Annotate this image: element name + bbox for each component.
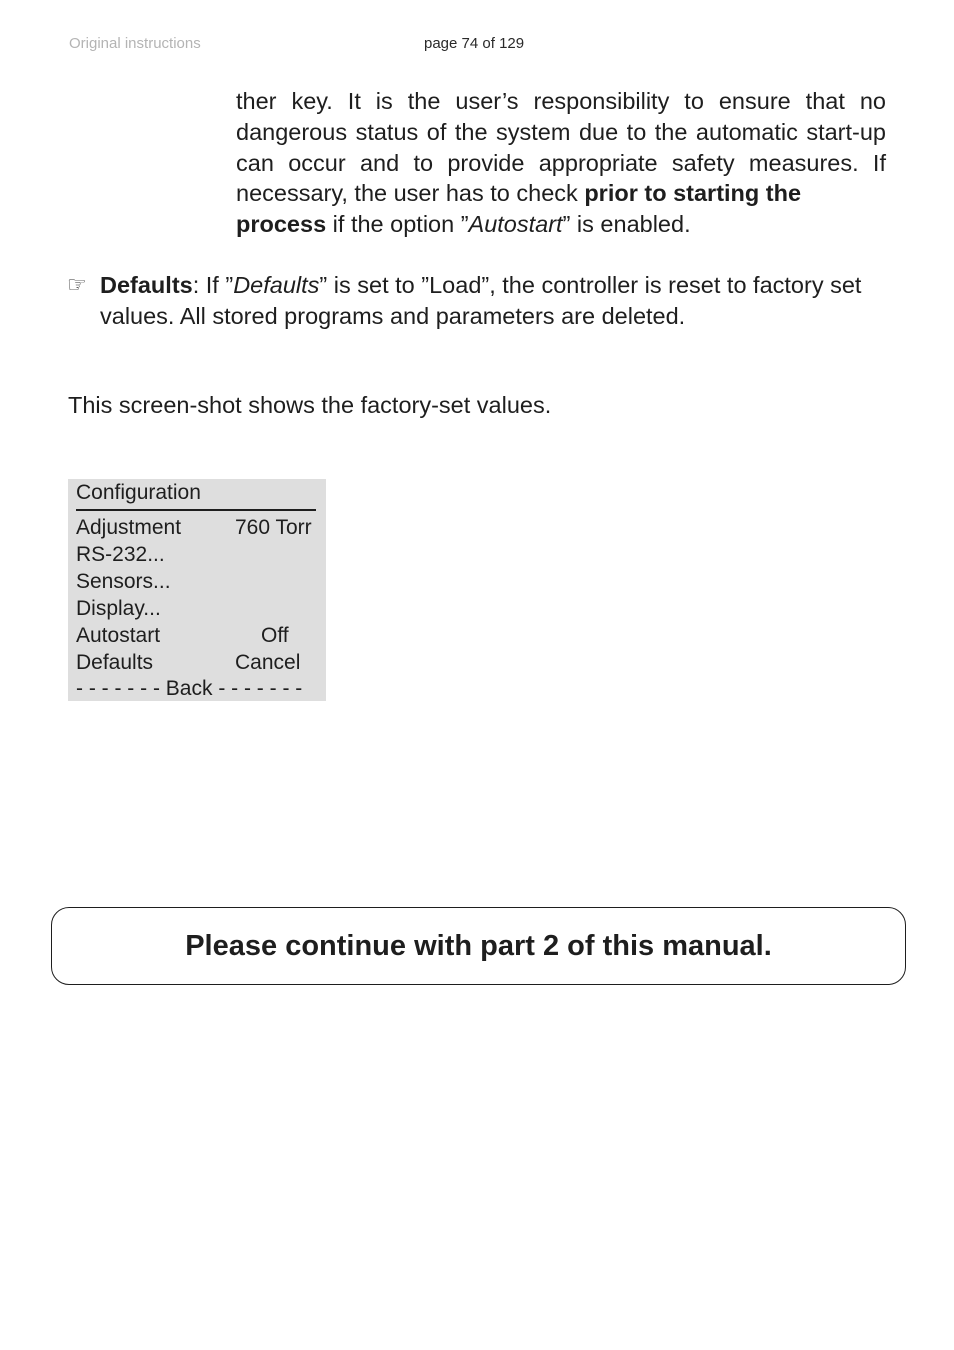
lcd-title: Configuration (76, 481, 201, 504)
para1-text-2: if the option ” (326, 211, 469, 238)
para1-italic: Autostart (468, 211, 563, 238)
continue-notice-box (51, 907, 906, 985)
para1-bold: prior to starting the (584, 180, 802, 207)
autostart-paragraph (236, 86, 886, 240)
lcd-row-defaults (76, 649, 318, 676)
continue-notice-text: Please continue with part 2 of this manual. (185, 929, 772, 962)
pointing-hand-icon: ☞ (67, 272, 87, 297)
screenshot-caption: This screen-shot shows the factory-set values. (68, 392, 552, 418)
para1-last-line (236, 209, 886, 240)
lcd-label: Display... (76, 597, 161, 620)
configuration-screen (68, 479, 326, 701)
lcd-value: 760 Torr (235, 516, 312, 539)
lcd-value: Cancel (235, 651, 301, 674)
page-number: page 74 of 129 (424, 35, 525, 52)
lcd-label: Defaults (76, 651, 154, 674)
defaults-text-1: : If ” (192, 272, 234, 298)
lcd-label: Sensors... (76, 570, 171, 593)
para1-text: ther key. It is the user’s responsibility to ensure that no dangerous status of the system due to the automatic start-up can occur and to provide appropriate safety measures. If necessary, the user has to check (236, 88, 886, 207)
defaults-paragraph (100, 270, 886, 332)
defaults-term: Defaults (100, 272, 193, 298)
defaults-text-2: ” is set to ”Load”, the controller is reset to factory set values. All stored programs and parameters are deleted. (100, 272, 862, 329)
lcd-label: Autostart (76, 624, 161, 647)
lcd-label: Adjustment (76, 516, 182, 539)
lcd-divider (76, 509, 316, 511)
lcd-row-sensors (76, 568, 318, 595)
lcd-label: RS-232... (76, 543, 165, 566)
lcd-back-row: - - - - - - - Back - - - - - - - (76, 677, 303, 700)
header-left-text: Original instructions (69, 35, 201, 52)
lcd-row-autostart (76, 622, 318, 649)
lcd-row-display (76, 595, 318, 622)
para1-text-3: ” is enabled. (562, 211, 691, 238)
lcd-row-rs232 (76, 541, 318, 568)
lcd-row-adjustment (76, 514, 318, 541)
para1-bold-2: process (236, 211, 327, 238)
lcd-value: Off (261, 624, 289, 647)
defaults-italic: Defaults (233, 272, 320, 298)
